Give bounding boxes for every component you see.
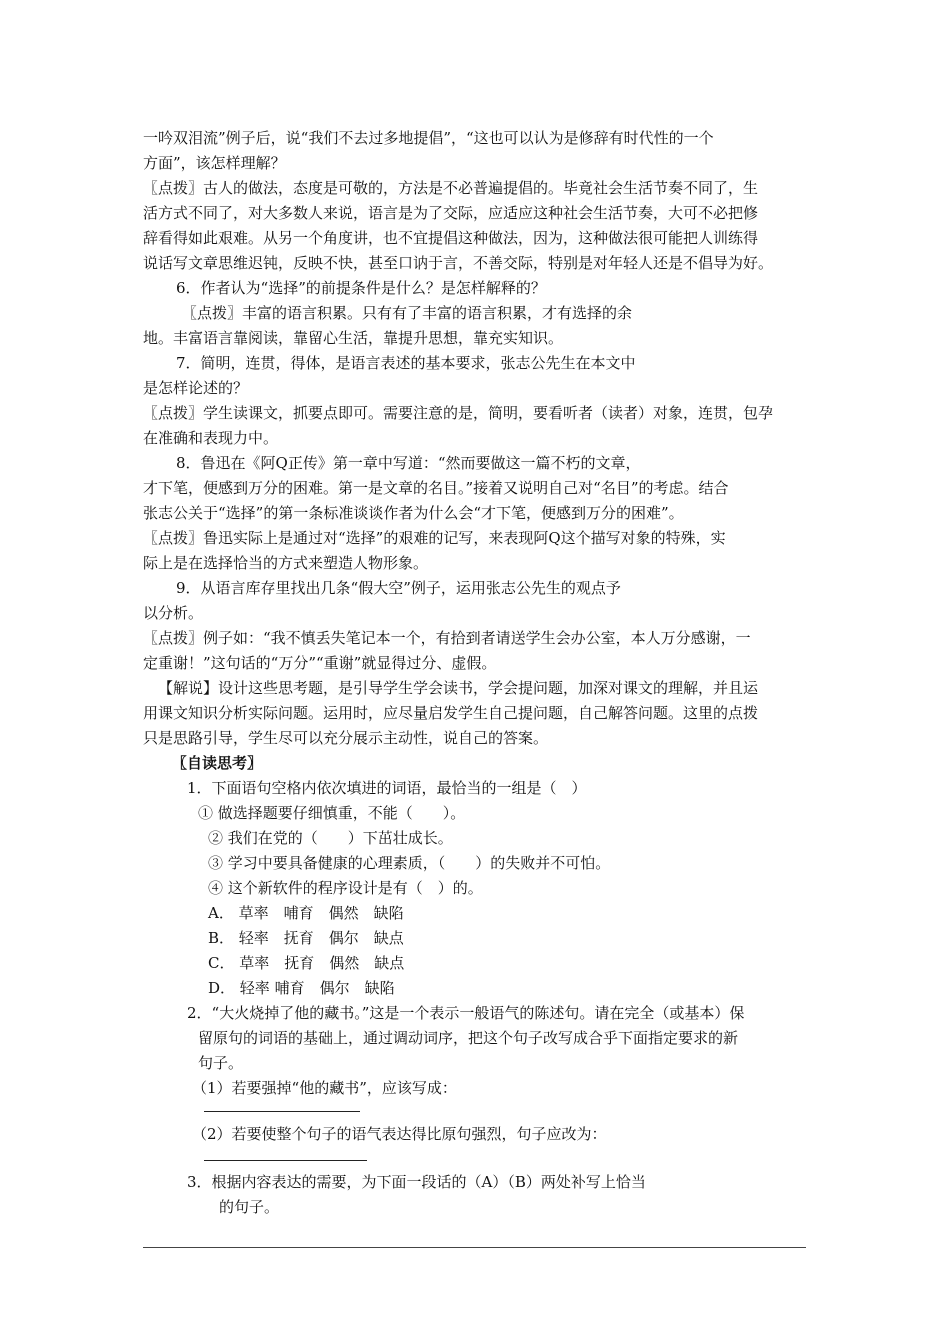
text-line: 活方式不同了，对大多数人来说，语言是为了交际，应适应这种社会生活节奏，大可不必把修 (143, 204, 759, 222)
text-line: 方面”，该怎样理解？ (143, 154, 286, 172)
explanation-line: 【解说】设计这些思考题，是引导学生学会读书，学会提问题，加深对课文的理解，并且运 (158, 679, 759, 697)
exercise-item: ③ 学习中要具备健康的心理素质，（ ）的失败并不可怕。 (208, 854, 611, 872)
hint-line: 〖点拨〗古人的做法，态度是可敬的，方法是不必普遍提倡的。毕竟社会生活节奏不同了，生 (143, 179, 759, 197)
text-line: 定重谢！”这句话的“万分”“重谢”就显得过分、虚假。 (143, 654, 497, 672)
text-line: 张志公关于“选择”的第一条标准谈谈作者为什么会“才下笔，便感到万分的困难”。 (143, 504, 684, 522)
option-a: A． 草率 哺育 偶然 缺陷 (208, 904, 404, 922)
option-b: B． 轻率 抚育 偶尔 缺点 (208, 929, 404, 947)
text-line: 的句子。 (219, 1198, 280, 1216)
answer-blank-line[interactable] (204, 1160, 367, 1161)
text-line: 地。丰富语言靠阅读，靠留心生活，靠提升思想，靠充实知识。 (143, 329, 564, 347)
sub-question-1: （1）若要强掉“他的藏书”，应该写成： (192, 1079, 457, 1097)
text-line: 说话写文章思维迟钝，反映不快，甚至口讷于言，不善交际，特别是对年轻人还是不倡导为好。 (143, 254, 774, 272)
question-7: 7．简明，连贯，得体，是语言表述的基本要求，张志公先生在本文中 (176, 354, 636, 372)
text-line: 以分析。 (143, 604, 204, 622)
footer-divider (143, 1247, 806, 1248)
text-line: 留原句的词语的基础上，通过调动词序，把这个句子改写成合乎下面指定要求的新 (198, 1029, 739, 1047)
text-line: 际上是在选择恰当的方式来塑造人物形象。 (143, 554, 429, 572)
text-line: 是怎样论述的？ (143, 379, 249, 397)
exercise-2: 2．“大火烧掉了他的藏书。”这是一个表示一般语气的陈述句。请在完全（或基本）保 (187, 1004, 745, 1022)
hint-line: 〖点拨〗例子如：“我不慎丢失笔记本一个，有拾到者请送学生会办公室，本人万分感谢，一 (143, 629, 751, 647)
hint-line: 〖点拨〗学生读课文，抓要点即可。需要注意的是，简明，要看听者（读者）对象，连贯，包孕 (143, 404, 774, 422)
text-line: 辞看得如此艰难。从另一个角度讲，也不宜提倡这种做法，因为，这种做法很可能把人训练得 (143, 229, 759, 247)
text-line: 一吟双泪流”例子后，说“我们不去过多地提倡”，“这也可以认为是修辞有时代性的一个 (143, 129, 714, 147)
text-line: 只是思路引导，学生尽可以充分展示主动性，说自己的答案。 (143, 729, 549, 747)
option-d: D． 轻率 哺育 偶尔 缺陷 (208, 979, 395, 997)
text-line: 在准确和表现力中。 (143, 429, 279, 447)
hint-line: 〖点拨〗鲁迅实际上是通过对“选择”的艰难的记写，来表现阿Q这个描写对象的特殊，实 (143, 529, 726, 547)
exercise-item: ① 做选择题要仔细慎重，不能（ ）。 (198, 804, 466, 822)
text-line: 用课文知识分析实际问题。运用时，应尽量启发学生自己提问题，自己解答问题。这里的点拨 (143, 704, 759, 722)
sub-question-2: （2）若要使整个句子的语气表达得比原句强烈，句子应改为： (192, 1125, 607, 1143)
exercise-item: ④ 这个新软件的程序设计是有（ ）的。 (208, 879, 483, 897)
exercise-3: 3．根据内容表达的需要，为下面一段话的（A）（B）两处补写上恰当 (187, 1173, 646, 1191)
answer-blank-line[interactable] (204, 1111, 360, 1112)
option-c: C． 草率 抚育 偶然 缺点 (208, 954, 405, 972)
exercise-1: 1．下面语句空格内依次填进的词语，最恰当的一组是（ ） (187, 779, 587, 797)
question-8: 8．鲁迅在《阿Q正传》第一章中写道：“然而要做这一篇不朽的文章， (176, 454, 641, 472)
question-6: 6．作者认为“选择”的前提条件是什么？是怎样解释的？ (176, 279, 546, 297)
hint-line: 〖点拨〗丰富的语言积累。只有有了丰富的语言积累，才有选择的余 (182, 304, 633, 322)
exercise-item: ② 我们在党的（ ）下茁壮成长。 (208, 829, 453, 847)
text-line: 才下笔，便感到万分的困难。第一是文章的名目。”接着又说明自己对“名目”的考虑。结合 (143, 479, 729, 497)
question-9: 9．从语言库存里找出几条“假大空”例子，运用张志公先生的观点予 (176, 579, 621, 597)
text-line: 句子。 (198, 1054, 244, 1072)
section-heading: 〖自读思考〗 (172, 754, 263, 772)
